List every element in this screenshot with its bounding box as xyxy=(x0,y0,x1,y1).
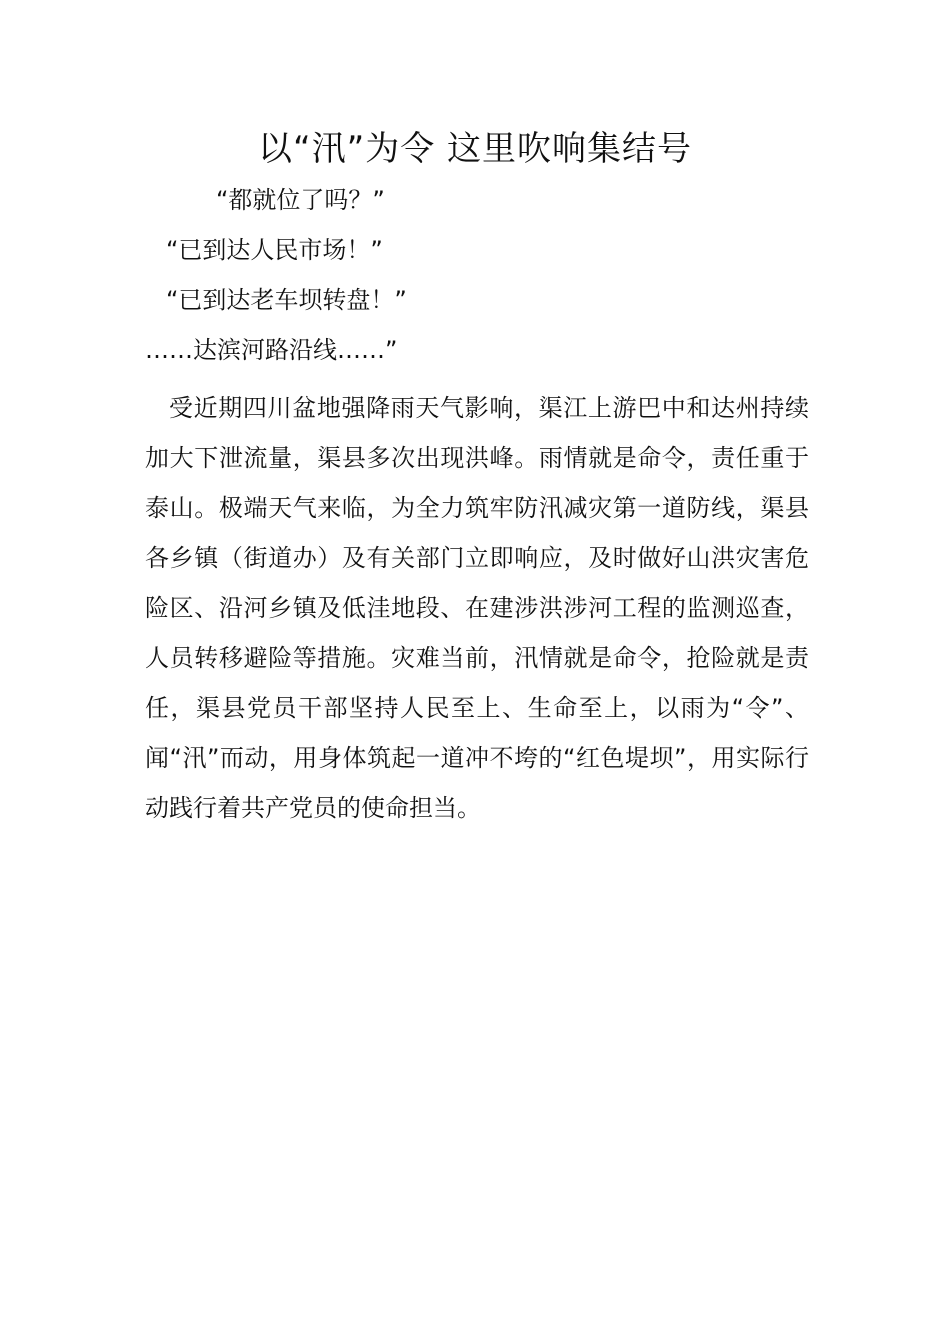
body-paragraph: 受近期四川盆地强降雨天气影响，渠江上游巴中和达州持续加大下泄流量，渠县多次出现洪峰。雨情就是命令，责任重于泰山。极端天气来临，为全力筑牢防汛减灾第一道防线，渠县各乡镇（街道办）及有关部门立即响应，及时做好山洪灾害危险区、沿河乡镇及低洼地段、在建涉洪涉河工程的监测巡查，人员转移避险等措施。灾难当前，汛情就是命令，抢险就是责任，渠县党员干部坚持人民至上、生命至上，以雨为“令”、闻“汛”而动，用身体筑起一道冲不垮的“红色堤坝”，用实际行动践行着共产党员的使命担当。 xyxy=(145,394,809,822)
document-title: 以“汛”为令 这里吹响集结号 xyxy=(257,129,693,169)
dialogue-line-3: “已到达老车坝转盘！” xyxy=(166,286,407,314)
dialogue-line-1: “都就位了吗？” xyxy=(216,186,385,214)
dialogue-line-2: “已到达人民市场！” xyxy=(166,236,383,264)
dialogue-line-4: ……达滨河路沿线……” xyxy=(145,336,398,364)
